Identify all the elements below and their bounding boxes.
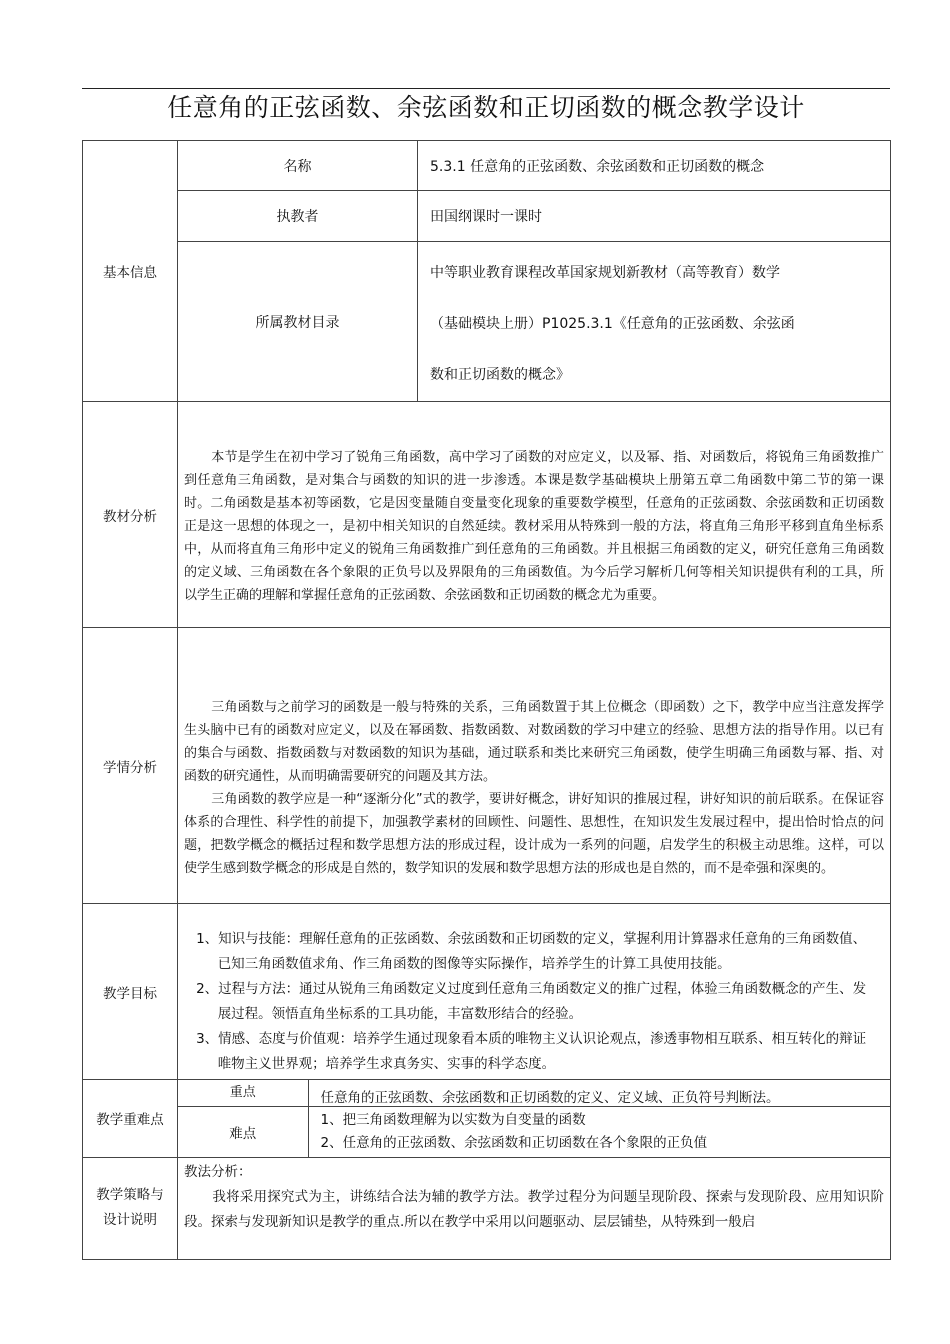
objectives-header: 教学目标 <box>83 904 178 1080</box>
focus-text: 任意角的正弦函数、余弦函数和正切函数的定义、定义域、正负符号判断法。 <box>320 1090 780 1106</box>
name-value: 5.3.1 任意角的正弦函数、余弦函数和正切函数的概念 <box>418 141 891 191</box>
objectives-content <box>178 904 891 1080</box>
focus-label: 重点 <box>178 1080 308 1107</box>
name-label: 名称 <box>178 141 418 191</box>
basic-info-header: 基本信息 <box>83 141 178 402</box>
key-points-header: 教学重难点 <box>83 1080 178 1158</box>
objective-item: 1、知识与技能：理解任意角的正弦函数、余弦函数和正切函数的定义，掌握利用计算器求任意角的三角函数值、已知三角函数值求角、作三角函数的图像等实际操作，培养学生的计算工具使用技能。 <box>196 930 867 972</box>
learner-analysis-paragraph: 三角函数与之前学习的函数是一般与特殊的关系，三角函数置于其上位概念（即函数）之下，教学中应当注意发挥学生头脑中已有的函数对应定义，以及在幂函数、指数函数、对数函数的学习中建立的经验、思想方法的指导作用。以已有的集合与函数、指数函数与对数函数的知识为基础，通过联系和类比来研究三角函数，使学生明确三角函数与幂、指、对函数的研究通性，从而明确需要研究的问题及其方法。 <box>184 699 884 784</box>
strategy-heading: 教法分析： <box>184 1163 252 1180</box>
catalog-line: 数和正切函数的概念》 <box>430 367 570 383</box>
teacher-value: 田国纲课时一课时 <box>418 191 891 242</box>
objective-item: 3、情感、态度与价值观：培养学生通过现象看本质的唯物主义认识论观点，渗透事物相互联系、相互转化的辩证唯物主义世界观；培养学生求真务实、实事的科学态度。 <box>196 1030 867 1072</box>
textbook-catalog-value <box>418 242 891 402</box>
difficulty-label: 难点 <box>178 1107 308 1157</box>
difficulty-item: 2、任意角的正弦函数、余弦函数和正切函数在各个象限的正负值 <box>320 1134 708 1151</box>
key-points-content <box>178 1080 891 1158</box>
textbook-analysis-paragraph: 本节是学生在初中学习了锐角三角函数，高中学习了函数的对应定义，以及幂、指、对函数后，将锐角三角函数推广到任意角三角函数，是对集合与函数的知识的进一步渗透。本课是数学基础模块上册第五章二角函数中第二节的第一课时。二角函数是基本初等函数，它是因变量随自变量变化现象的重要数学模型，任意角的正弦函数、余弦函数和正切函数正是这一思想的体现之一，是初中相关知识的自然延续。教材采用从特殊到一般的方法，将直角三角形平移到直角坐标系中，从而将直角三角形中定义的锐角三角函数推广到任意角的三角函数。并且根据三角函数的定义，研究任意角三角函数的定义域、三角函数在各个象限的正负号以及界限角的三角函数值。为今后学习解析几何等相关知识提供有利的工具，所以学生正确的理解和掌握任意角的正弦函数、余弦函数和正切函数的概念尤为重要。 <box>184 450 884 603</box>
strategy-paragraph: 我将采用探究式为主，讲练结合法为辅的教学方法。教学过程分为问题呈现阶段、探索与发现阶段、应用知识阶段。探索与发现新知识是教学的重点.所以在教学中采用以问题驱动、层层铺垫，从特殊到一般启 <box>184 1188 884 1230</box>
catalog-line: （基础模块上册）P1025.3.1《任意角的正弦函数、余弦函 <box>430 316 795 332</box>
learner-analysis-header: 学情分析 <box>83 628 178 904</box>
page-title: 任意角的正弦函数、余弦函数和正切函数的概念教学设计 <box>167 93 805 122</box>
learner-analysis-content <box>178 628 891 904</box>
textbook-analysis-header: 教材分析 <box>83 402 178 628</box>
catalog-line: 中等职业教育课程改革国家规划新教材（高等教育）数学 <box>430 265 780 281</box>
teacher-label: 执教者 <box>178 191 418 242</box>
difficulty-list <box>308 1107 890 1157</box>
top-rule <box>82 88 890 89</box>
strategy-label-line: 设计说明 <box>103 1212 157 1228</box>
difficulty-item: 1、把三角函数理解为以实数为自变量的函数 <box>320 1111 586 1128</box>
learner-analysis-paragraph: 三角函数的教学应是一种“逐渐分化”式的教学，要讲好概念，讲好知识的推展过程，讲好知识的前后联系。在保证容体系的合理性、科学性的前提下，加强教学素材的回顾性、问题性、思想性，在知识发生发展过程中，提出恰时恰点的问题，把数学概念的概括过程和数学思想方法的形成过程，设计成为一系列的问题，启发学生的积极主动思维。这样，可以使学生感到数学概念的形成是自然的，数学知识的发展和数学思想方法的形成也是自然的，而不是牵强和深奥的。 <box>184 791 884 876</box>
key-points-subtable <box>178 1080 890 1157</box>
lesson-plan-table <box>82 140 891 1260</box>
objective-item: 2、过程与方法：通过从锐角三角函数定义过度到任意角三角函数定义的推广过程，体验三角函数概念的产生、发展过程。领悟直角坐标系的工具功能，丰富数形结合的经验。 <box>196 980 867 1022</box>
strategy-label-line: 教学策略与 <box>96 1187 164 1203</box>
textbook-catalog-label: 所属教材目录 <box>178 242 418 402</box>
strategy-content <box>178 1157 891 1259</box>
strategy-header <box>83 1157 178 1259</box>
textbook-analysis-content <box>178 402 891 628</box>
